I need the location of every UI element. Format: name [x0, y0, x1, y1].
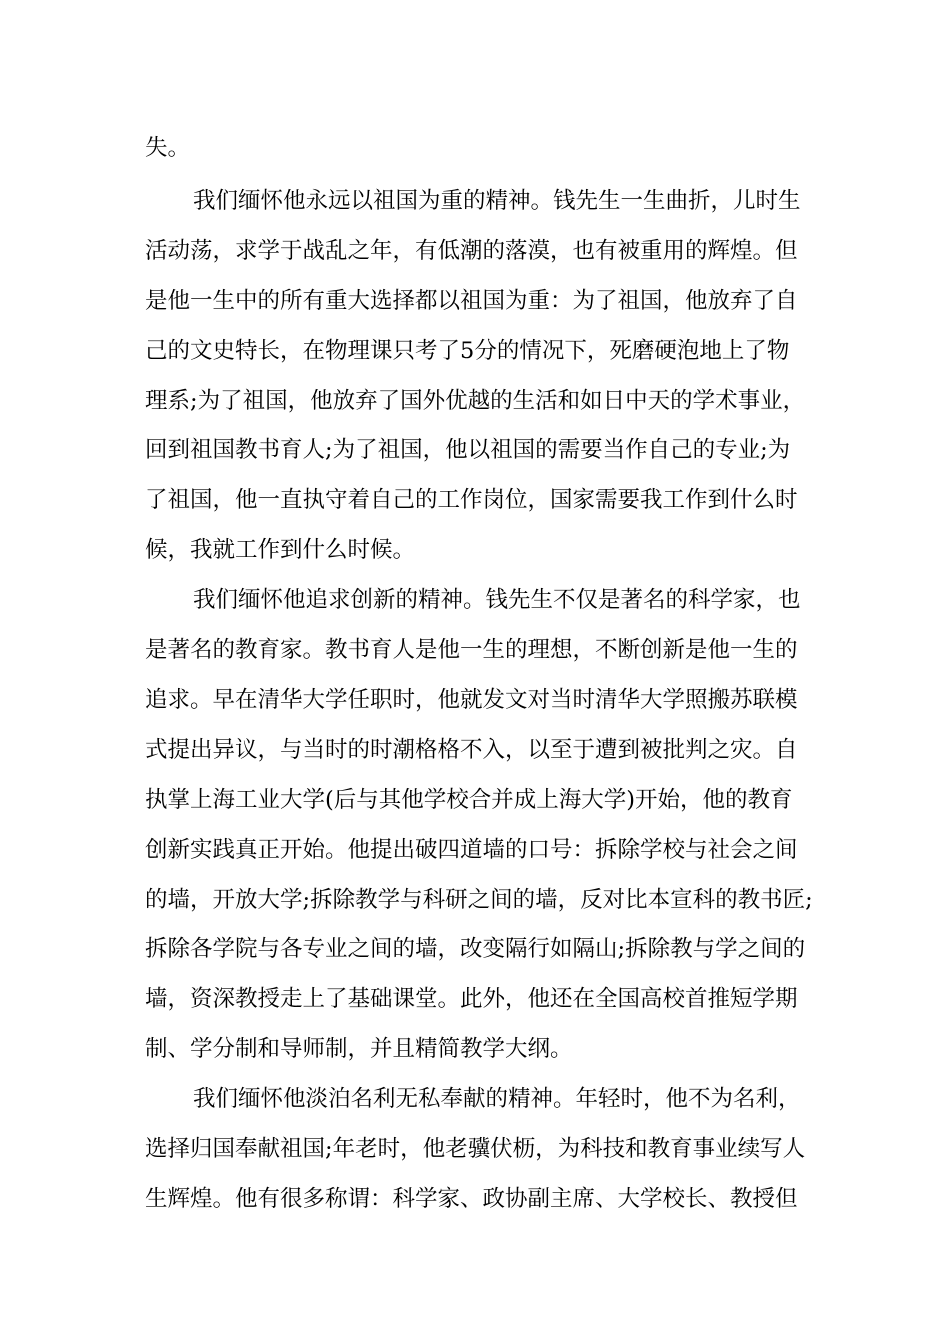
text-line: 选择归国奉献祖国;年老时，他老骥伏枥，为科技和教育事业续写人	[145, 1136, 806, 1162]
text-line: 创新实践真正开始。他提出破四道墙的口号：拆除学校与社会之间	[145, 837, 798, 863]
text-line: 理系;为了祖国，他放弃了国外优越的生活和如日中天的学术事业，	[145, 388, 806, 414]
text-line: 回到祖国教书育人;为了祖国，他以祖国的需要当作自己的专业;为	[145, 437, 791, 463]
text-line: 候，我就工作到什么时候。	[145, 537, 416, 563]
text-line: 活动荡，求学于战乱之年，有低潮的落漠，也有被重用的辉煌。但	[145, 238, 798, 264]
paragraph-first-line: 我们缅怀他永远以祖国为重的精神。钱先生一生曲折，儿时生	[193, 188, 801, 214]
text-line: 式提出异议，与当时的时潮格格不入，以至于遭到被批判之灾。自	[145, 737, 798, 763]
text-line: 己的文史特长，在物理课只考了5分的情况下，死磨硬泡地上了物	[145, 338, 790, 364]
text-line: 是他一生中的所有重大选择都以祖国为重：为了祖国，他放弃了自	[145, 288, 798, 314]
text-line: 失。	[145, 135, 191, 161]
text-line: 了祖国，他一直执守着自己的工作岗位，国家需要我工作到什么时	[145, 487, 798, 513]
text-line: 执掌上海工业大学(后与其他学校合并成上海大学)开始，他的教育	[145, 787, 793, 813]
text-line: 生辉煌。他有很多称谓：科学家、政协副主席、大学校长、教授但	[145, 1186, 798, 1212]
text-line: 是著名的教育家。教书育人是他一生的理想，不断创新是他一生的	[145, 637, 798, 663]
text-line: 制、学分制和导师制，并且精简教学大纲。	[145, 1036, 573, 1062]
text-line: 的墙，开放大学;拆除教学与科研之间的墙，反对比本宣科的教书匠;	[145, 887, 813, 913]
paragraph-first-line: 我们缅怀他追求创新的精神。钱先生不仅是著名的科学家，也	[193, 587, 801, 613]
text-line: 追求。早在清华大学任职时，他就发文对当时清华大学照搬苏联模	[145, 687, 798, 713]
text-line: 墙，资深教授走上了基础课堂。此外，他还在全国高校首推短学期	[145, 986, 798, 1012]
paragraph-first-line: 我们缅怀他淡泊名利无私奉献的精神。年轻时，他不为名利，	[193, 1086, 801, 1112]
text-line: 拆除各学院与各专业之间的墙，改变隔行如隔山;拆除教与学之间的	[145, 936, 806, 962]
